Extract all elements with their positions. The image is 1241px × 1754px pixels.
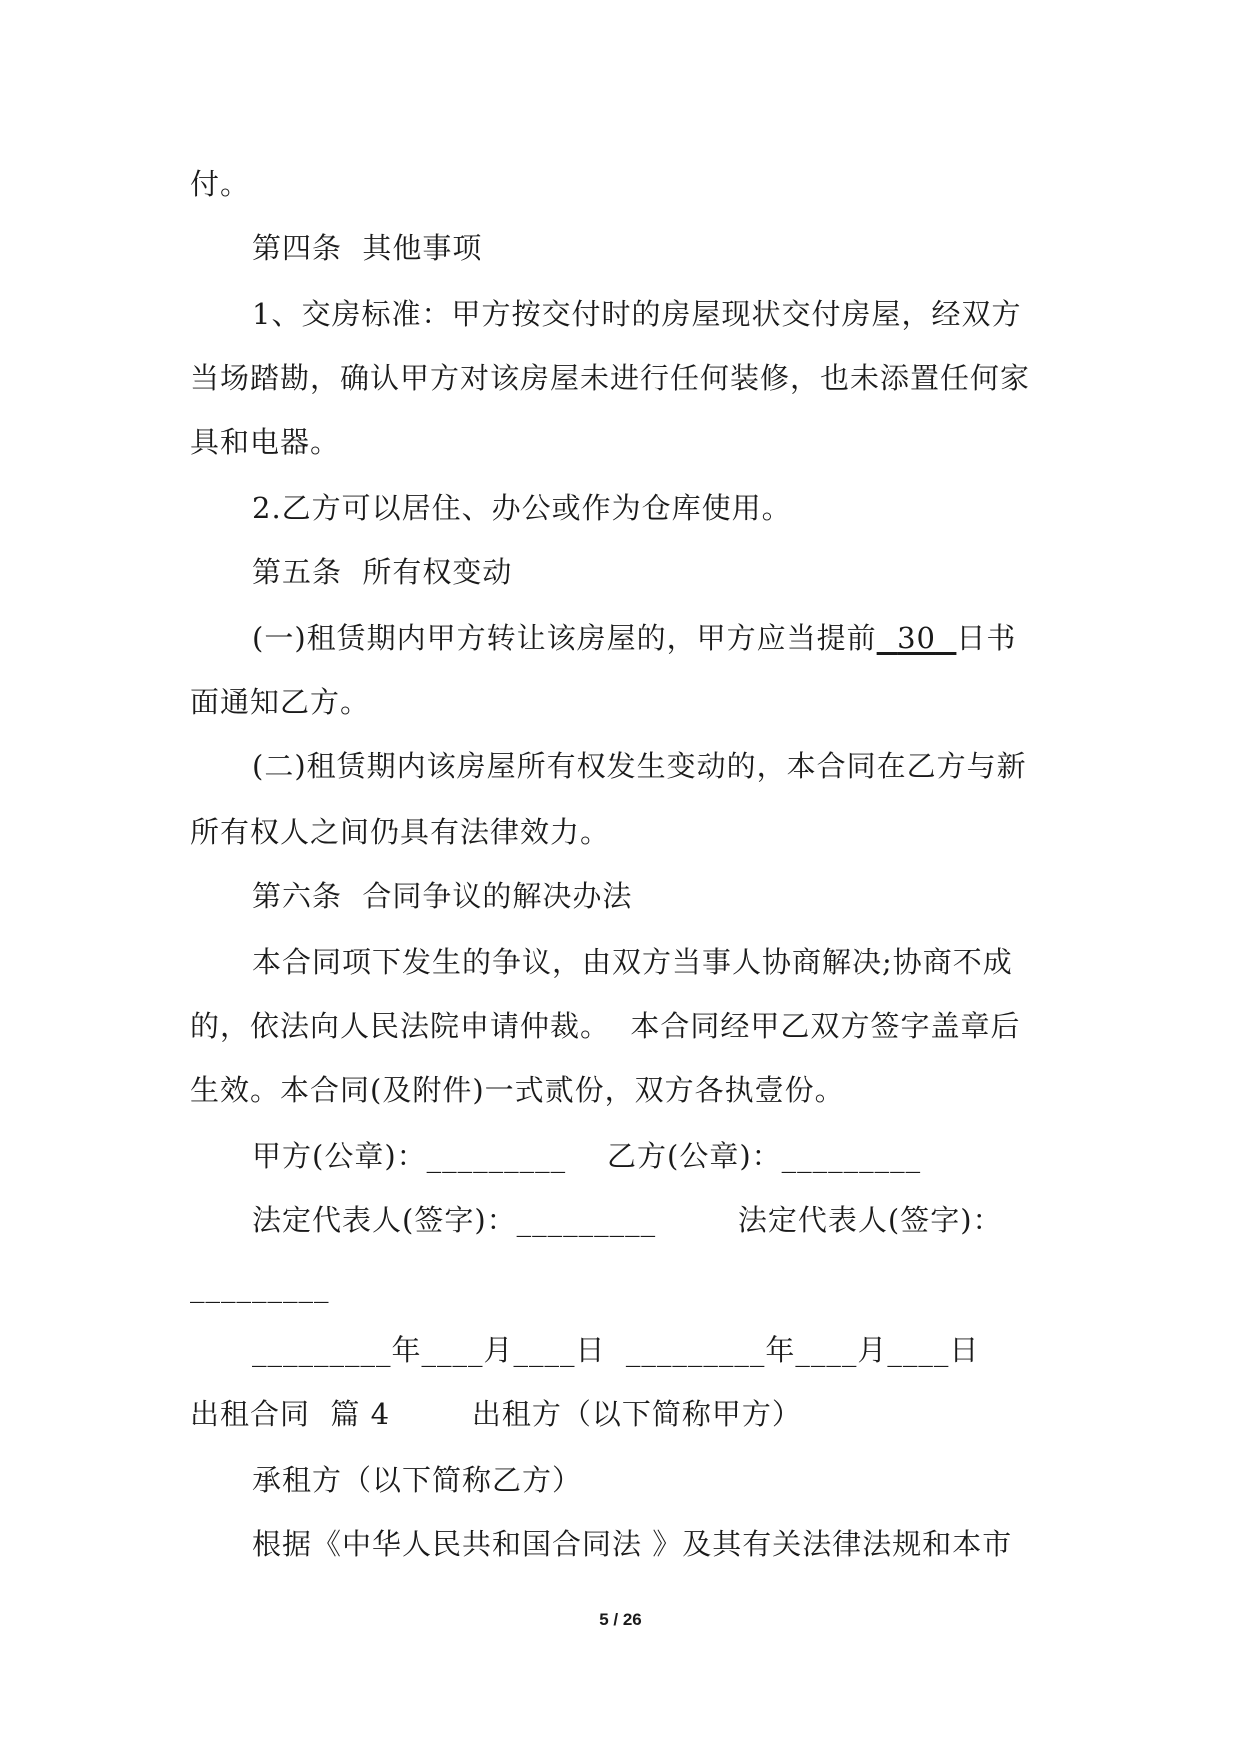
- text-line: (二)租赁期内该房屋所有权发生变动的，本合同在乙方与新: [252, 749, 1027, 783]
- clause-5-1-line: [252, 621, 1016, 655]
- text-line: 生效。本合同(及附件)一式贰份，双方各执壹份。: [190, 1073, 845, 1107]
- text-line: 当场踏勘，确认甲方对该房屋未进行任何装修，也未添置任何家: [190, 361, 1031, 395]
- blank-left: [877, 621, 897, 655]
- article-5-heading: 第五条 所有权变动: [252, 555, 513, 589]
- article-6-heading: 第六条 合同争议的解决办法: [252, 879, 633, 913]
- blank-right: [936, 621, 956, 655]
- text-line: 1、交房标准：甲方按交付时的房屋现状交付房屋，经双方: [252, 297, 1022, 331]
- article-4-heading: 第四条 其他事项: [252, 231, 483, 265]
- text-line: 本合同项下发生的争议，由双方当事人协商解决;协商不成: [252, 945, 1013, 979]
- date-line: _________年____月____日 _________年____月____日: [252, 1333, 980, 1367]
- representative-line: 法定代表人(签字)：_________ 法定代表人(签字)：: [252, 1203, 1003, 1237]
- seal-line: 甲方(公章)：_________ 乙方(公章)：_________: [252, 1139, 922, 1173]
- clause-5-1-tail: 日书: [956, 621, 1017, 655]
- page-number: 5 / 26: [599, 1610, 642, 1629]
- text-line: 所有权人之间仍具有法律效力。: [190, 815, 611, 849]
- text-line: 根据《中华人民共和国合同法 》及其有关法律法规和本市: [252, 1527, 1013, 1561]
- section-heading: 出租合同 篇 4 出租方（以下简称甲方）: [190, 1397, 802, 1431]
- signature-blank: _________: [190, 1269, 330, 1303]
- text-line: 具和电器。: [190, 425, 341, 459]
- text-line: 付。: [190, 167, 251, 201]
- text-line: 2.乙方可以居住、办公或作为仓库使用。: [252, 491, 792, 525]
- text-line: 承租方（以下简称乙方）: [252, 1463, 583, 1497]
- text-line: 面通知乙方。: [190, 685, 371, 719]
- clause-5-1-text: (一)租赁期内甲方转让该房屋的，甲方应当提前: [252, 621, 877, 655]
- notice-days-value: 30: [897, 621, 936, 655]
- text-line: 的，依法向人民法院申请仲裁。 本合同经甲乙双方签字盖章后: [190, 1009, 1021, 1043]
